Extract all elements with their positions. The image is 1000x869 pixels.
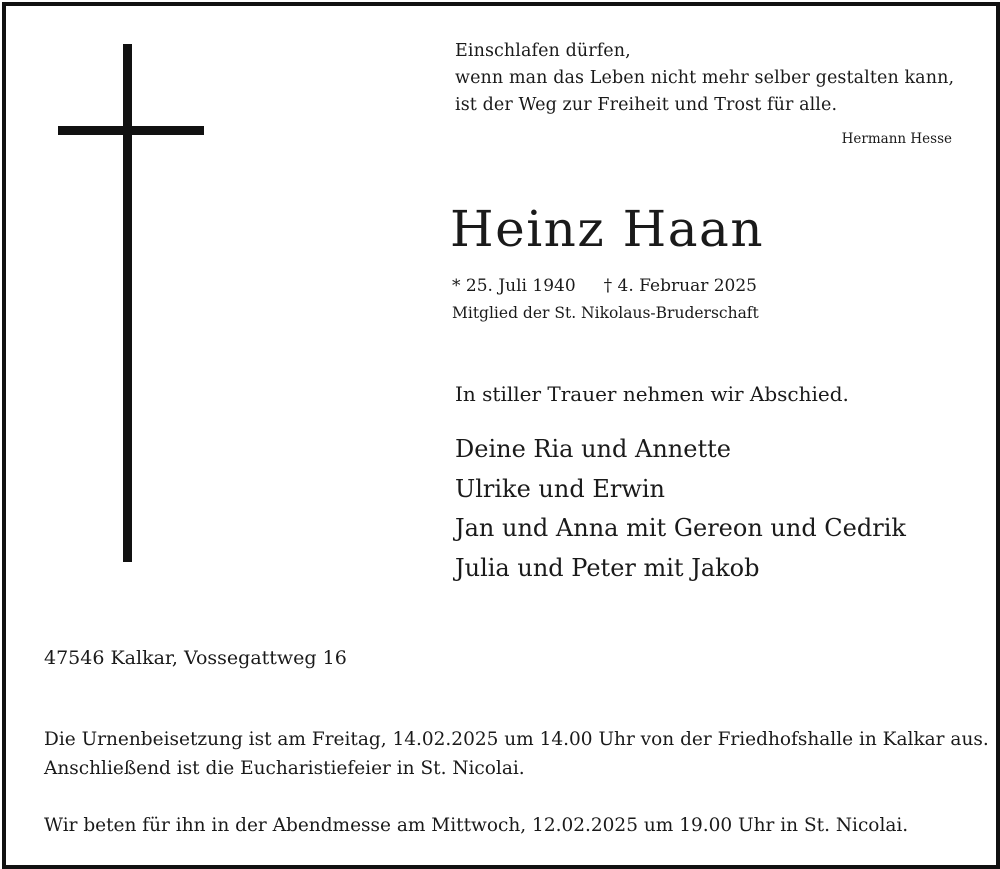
membership: Mitglied der St. Nikolaus-Bruderschaft [452,304,759,322]
quote-author: Hermann Hesse [841,131,952,147]
quote [455,38,960,119]
mass-info: Wir beten für ihn in der Abendmesse am Mittwoch, 12.02.2025 um 19.00 Uhr in St. Nicolai. [44,815,909,836]
mourner-line: Deine Ria und Annette [455,435,731,463]
mourner-line: Jan und Anna mit Gereon und Cedrik [455,514,906,542]
birth-date: * 25. Juli 1940 [452,276,576,296]
ceremony-line: Die Urnenbeisetzung ist am Freitag, 14.02.2025 um 14.00 Uhr von der Friedhofshalle in Kalkar aus. [44,729,989,750]
cross-vertical-bar [123,44,132,562]
ceremony-line: Anschließend ist die Eucharistiefeier in St. Nicolai. [44,758,525,779]
cross-horizontal-bar [58,126,204,135]
mourner-line: Ulrike und Erwin [455,474,665,503]
quote-line: ist der Weg zur Freiheit und Trost für alle. [455,95,838,115]
mourners-list [455,430,906,588]
ceremony-info [44,725,989,783]
farewell-text: In stiller Trauer nehmen wir Abschied. [455,382,849,406]
deceased-name: Heinz Haan [450,200,765,258]
address: 47546 Kalkar, Vossegattweg 16 [44,647,347,669]
mourner-line: Julia und Peter mit Jakob [455,553,760,582]
life-dates [452,274,757,298]
death-date: † 4. Februar 2025 [603,276,757,296]
quote-line: wenn man das Leben nicht mehr selber gestalten kann, [455,68,955,88]
quote-line: Einschlafen dürfen, [455,41,631,61]
